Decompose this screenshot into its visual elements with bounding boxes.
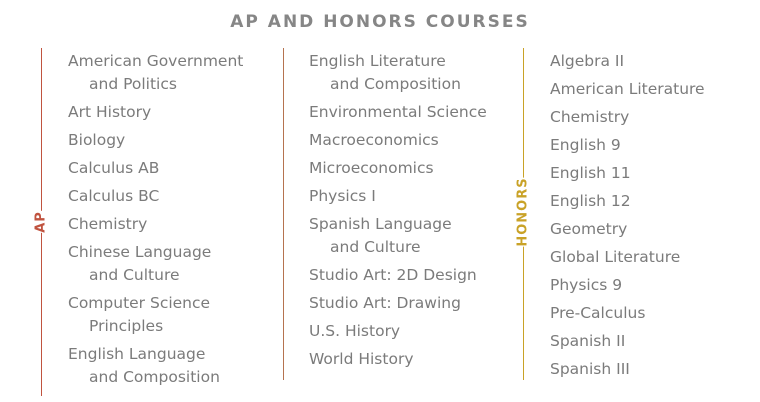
course-name: Spanish III [550, 360, 630, 378]
course-name-continuation: and Composition [89, 368, 220, 386]
course-item [309, 348, 514, 371]
course-item [68, 292, 273, 338]
course-name: World History [309, 350, 414, 368]
course-item [309, 213, 514, 259]
ap-course-list-column-1 [68, 50, 273, 394]
course-name: Global Literature [550, 248, 681, 266]
course-item [68, 213, 273, 236]
course-name: Pre-Calculus [550, 304, 646, 322]
course-name: U.S. History [309, 322, 401, 340]
course-name-continuation: and Culture [89, 266, 180, 284]
course-name-continuation: and Politics [89, 75, 177, 93]
ap-course-list-column-2 [309, 50, 514, 376]
course-name: Art History [68, 103, 152, 121]
course-name: Spanish II [550, 332, 626, 350]
course-name-continuation: Principles [89, 317, 164, 335]
course-name: American Government [68, 52, 244, 70]
course-item [550, 50, 750, 73]
course-item [550, 358, 750, 381]
course-name: Studio Art: Drawing [309, 294, 461, 312]
course-item [550, 78, 750, 101]
course-item [309, 292, 514, 315]
course-name: English 12 [550, 192, 631, 210]
course-item [550, 134, 750, 157]
ap-section-label: AP [30, 211, 53, 233]
course-name: Environmental Science [309, 103, 487, 121]
course-item [68, 185, 273, 208]
course-item [550, 162, 750, 185]
course-item [550, 106, 750, 129]
course-item [550, 190, 750, 213]
honors-section-label: HONORS [512, 177, 535, 246]
course-item [309, 157, 514, 180]
course-name: Microeconomics [309, 159, 434, 177]
course-item [68, 50, 273, 96]
column-divider-line [283, 48, 284, 380]
course-name-continuation: and Composition [330, 75, 461, 93]
course-item [309, 101, 514, 124]
course-item [68, 343, 273, 389]
course-item [550, 302, 750, 325]
course-name-continuation: and Culture [330, 238, 421, 256]
course-item [309, 185, 514, 208]
course-name: Studio Art: 2D Design [309, 266, 477, 284]
course-name: Algebra II [550, 52, 625, 70]
course-name: Chemistry [68, 215, 148, 233]
course-name: English Literature [309, 52, 446, 70]
honors-course-list [550, 50, 750, 386]
course-name: Computer Science [68, 294, 211, 312]
course-name: Geometry [550, 220, 628, 238]
course-item [68, 241, 273, 287]
course-item [309, 264, 514, 287]
course-item [68, 101, 273, 124]
course-name: English Language [68, 345, 206, 363]
course-name: Biology [68, 131, 126, 149]
course-name: Physics I [309, 187, 376, 205]
course-item [68, 129, 273, 152]
course-item [309, 320, 514, 343]
course-item [309, 129, 514, 152]
course-item [550, 246, 750, 269]
course-item [550, 330, 750, 353]
course-item [309, 50, 514, 96]
course-name: Chinese Language [68, 243, 212, 261]
course-name: Macroeconomics [309, 131, 439, 149]
course-name: English 11 [550, 164, 631, 182]
course-name: Physics 9 [550, 276, 623, 294]
course-item [68, 157, 273, 180]
course-name: Calculus AB [68, 159, 160, 177]
course-name: Calculus BC [68, 187, 160, 205]
course-item [550, 218, 750, 241]
course-name: English 9 [550, 136, 621, 154]
course-name: American Literature [550, 80, 705, 98]
course-name: Chemistry [550, 108, 630, 126]
course-name: Spanish Language [309, 215, 452, 233]
course-item [550, 274, 750, 297]
page-title: AP AND HONORS COURSES [230, 12, 530, 32]
